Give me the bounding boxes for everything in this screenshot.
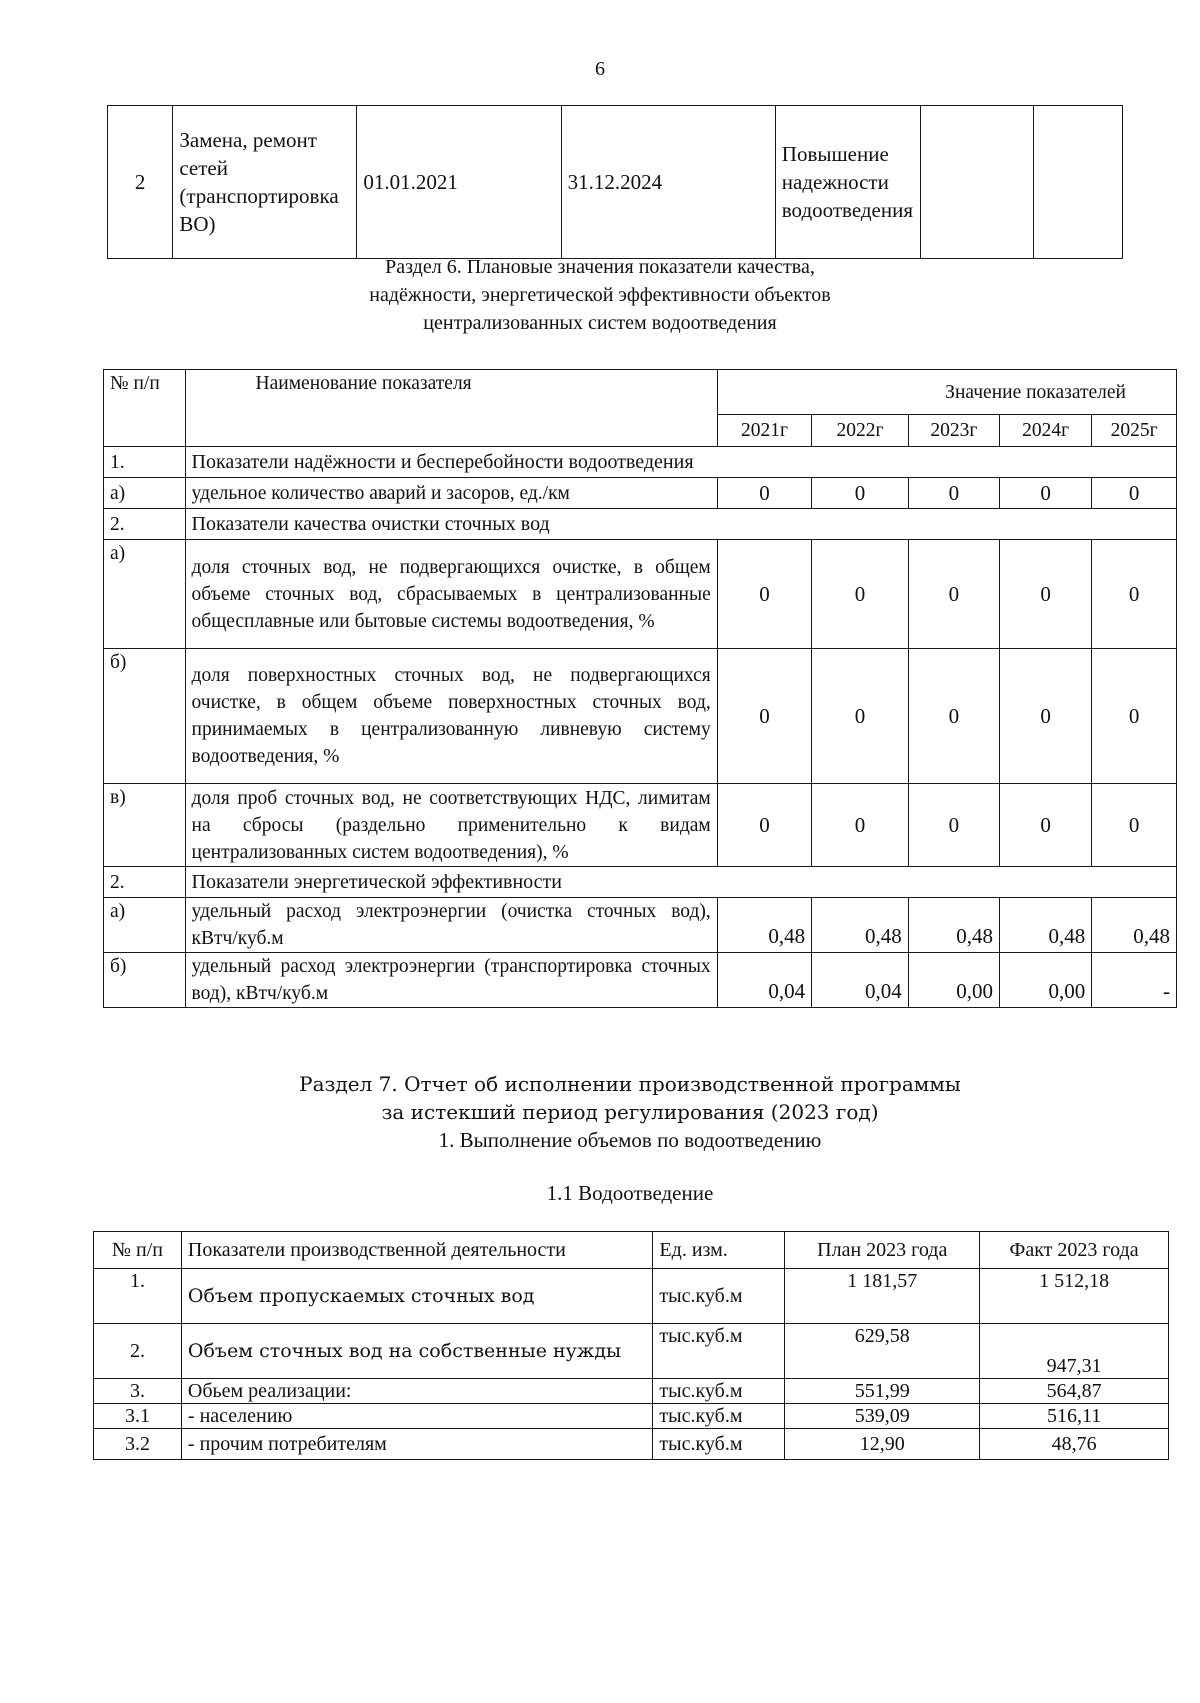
empty-cell [1034,106,1123,259]
header-values: Значение показателей [717,370,1176,415]
row-section-name: Показатели надёжности и бесперебойности водоотведения [185,447,1176,478]
header-year: 2021г [717,415,811,447]
row-value: 0 [717,649,811,784]
measure-number: 2 [108,106,173,259]
row-value: 0,48 [999,898,1091,953]
row-value: 0,48 [812,898,909,953]
table-row [104,953,1177,1008]
table-row [104,867,1177,898]
table-row [94,1324,1169,1379]
row-number: 1. [104,447,186,478]
header-unit: Ед. изм. [653,1232,785,1269]
header-year: 2025г [1092,415,1177,447]
row-value: 0,04 [717,953,811,1008]
row-plan: 629,58 [785,1324,980,1379]
section-7-title-line: 1. Выполнение объемов по водоотведению [438,1128,822,1152]
row-value: 0 [1092,540,1177,649]
row-plan: 551,99 [785,1379,980,1404]
header-number: № п/п [104,370,186,447]
row-value: 0 [908,649,999,784]
table-row [94,1379,1169,1404]
row-value: 0,48 [908,898,999,953]
table-row [104,784,1177,867]
row-fact: 1 512,18 [980,1269,1169,1324]
row-section-name: Показатели энергетической эффективности [185,867,1176,898]
row-value: 0 [999,649,1091,784]
table-row [94,1269,1169,1324]
row-value: 0 [908,478,999,509]
row-value: 0,48 [717,898,811,953]
row-number: б) [104,649,186,784]
row-value: 0 [1092,478,1177,509]
row-value: 0 [1092,784,1177,867]
row-plan: 539,09 [785,1404,980,1429]
row-number: в) [104,784,186,867]
row-fact: 564,87 [980,1379,1169,1404]
row-name: доля поверхностных сточных вод, не подвергающихся очистке, в общем объеме поверхностных сточных вод, принимаемых в централизованную ливневую систему водоотведения, % [185,649,717,784]
row-section-name: Показатели качества очистки сточных вод [185,509,1176,540]
row-value: 0 [812,649,909,784]
row-value: 0 [812,478,909,509]
table-row [94,1429,1169,1460]
table-row [104,447,1177,478]
row-number: 2. [104,509,186,540]
row-value: 0 [812,540,909,649]
row-name: доля сточных вод, не подвергающихся очистке, в общем объеме сточных вод, сбрасываемых в централизованные общесплавные или бытовые системы водоотведения, % [185,540,717,649]
row-value: 0 [717,784,811,867]
row-value: 0 [1092,649,1177,784]
row-unit: тыс.куб.м [653,1269,785,1324]
header-name: Показатели производственной деятельности [181,1232,653,1269]
header-year: 2022г [812,415,909,447]
row-name: удельный расход электроэнергии (транспортировка сточных вод), кВтч/куб.м [185,953,717,1008]
table-row [104,478,1177,509]
row-number: б) [104,953,186,1008]
section-7-title-line: за истекший период регулирования (2023 год) [381,1100,879,1124]
row-number: 3.2 [94,1429,182,1460]
row-unit: тыс.куб.м [653,1379,785,1404]
measure-result: Повышение надежности водоотведения [775,106,920,259]
row-name: доля проб сточных вод, не соответствующих НДС, лимитам на сбросы (раздельно применительно к видам централизованных систем водоотведения), % [185,784,717,867]
measure-start-date: 01.01.2021 [357,106,561,259]
row-number: 3.1 [94,1404,182,1429]
row-name: удельный расход электроэнергии (очистка сточных вод), кВтч/куб.м [185,898,717,953]
row-number: а) [104,898,186,953]
section-6-title-line: Раздел 6. Плановые значения показатели качества, [385,256,815,278]
measure-end-date: 31.12.2024 [561,106,775,259]
row-number: 2. [104,867,186,898]
section-7-subtitle: 1.1 Водоотведение [546,1181,714,1205]
header-number: № п/п [94,1232,182,1269]
row-value: 0,48 [1092,898,1177,953]
row-value: 0 [717,478,811,509]
row-unit: тыс.куб.м [653,1324,785,1379]
row-value: 0 [999,784,1091,867]
section-6-title [0,253,1200,337]
row-value: 0,00 [908,953,999,1008]
row-value: 0 [908,540,999,649]
section-7-title-line: Раздел 7. Отчет об исполнении производственной программы [299,1072,961,1096]
row-value: 0 [999,540,1091,649]
empty-cell [920,106,1034,259]
production-table [93,1231,1169,1460]
row-name: - населению [181,1404,653,1429]
row-value: 0 [812,784,909,867]
measure-name: Замена, ремонт сетей (транспортировка ВО) [173,106,357,259]
header-fact: Факт 2023 года [980,1232,1169,1269]
row-fact: 48,76 [980,1429,1169,1460]
row-value: 0 [908,784,999,867]
row-number: а) [104,478,186,509]
table-header-row [104,370,1177,415]
header-year: 2023г [908,415,999,447]
section-6-title-line: централизованных систем водоотведения [423,312,777,334]
table-row [104,540,1177,649]
row-name: Объем пропускаемых сточных вод [181,1269,653,1324]
row-value: 0 [999,478,1091,509]
table-row [104,898,1177,953]
row-unit: тыс.куб.м [653,1429,785,1460]
table-row [94,1404,1169,1429]
row-plan: 1 181,57 [785,1269,980,1324]
row-name: удельное количество аварий и засоров, ед./км [185,478,717,509]
row-value: 0 [717,540,811,649]
row-value: 0,00 [999,953,1091,1008]
row-fact: 516,11 [980,1404,1169,1429]
row-name: Обьем реализации: [181,1379,653,1404]
row-name: Объем сточных вод на собственные нужды [181,1324,653,1379]
measures-table [107,105,1123,259]
row-fact: 947,31 [980,1324,1169,1379]
row-unit: тыс.куб.м [653,1404,785,1429]
indicators-table [103,369,1177,1008]
page-number: 6 [595,58,605,80]
table-row [104,509,1177,540]
row-number: 1. [94,1269,182,1324]
row-name: - прочим потребителям [181,1429,653,1460]
section-7-title [0,1070,1200,1154]
row-number: а) [104,540,186,649]
row-value: - [1092,953,1177,1008]
table-header-row [94,1232,1169,1269]
header-name: Наименование показателя [185,370,717,447]
header-year: 2024г [999,415,1091,447]
row-plan: 12,90 [785,1429,980,1460]
section-6-title-line: надёжности, энергетической эффективности объектов [369,284,831,306]
header-plan: План 2023 года [785,1232,980,1269]
row-number: 2. [94,1324,182,1379]
table-row [108,106,1123,259]
row-value: 0,04 [812,953,909,1008]
row-number: 3. [94,1379,182,1404]
table-row [104,649,1177,784]
